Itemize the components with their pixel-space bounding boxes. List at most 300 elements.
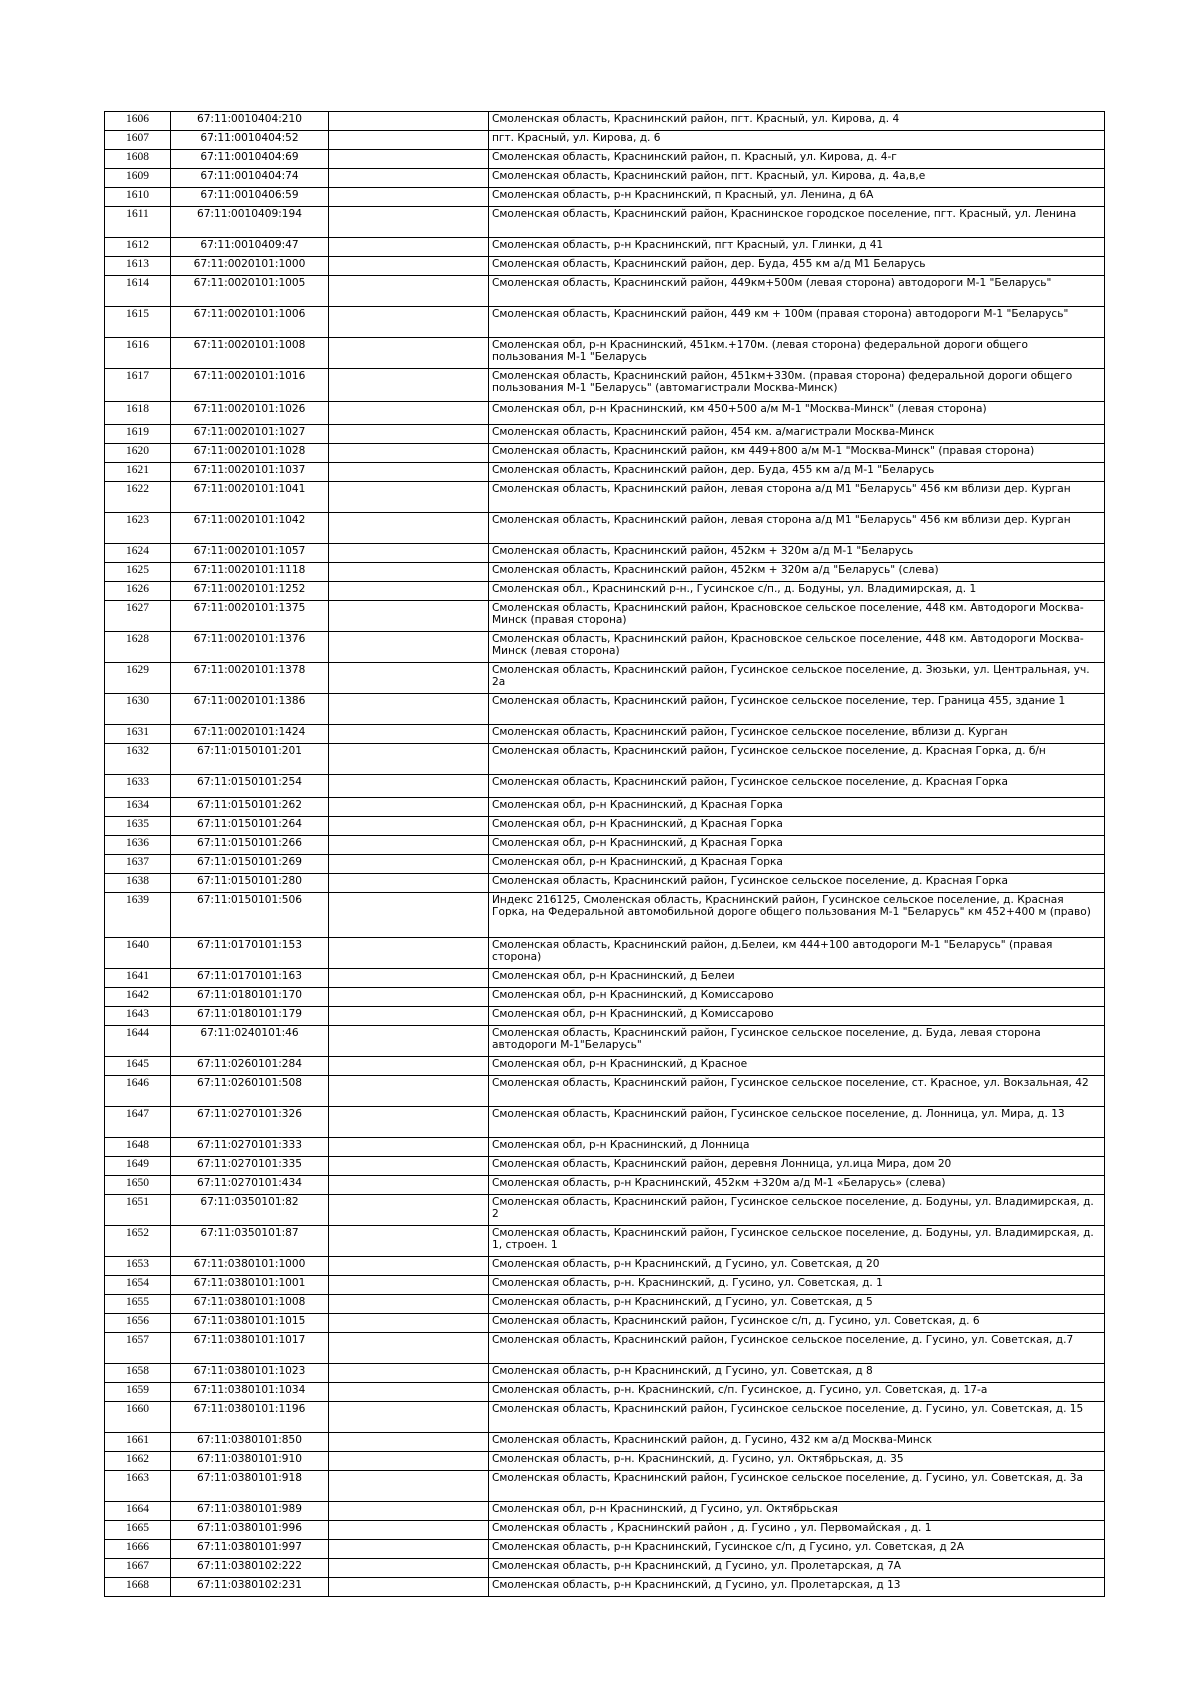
row-number: 1651: [105, 1195, 171, 1226]
table-row: [105, 369, 1105, 402]
empty-cell: [329, 893, 489, 938]
empty-cell: [329, 632, 489, 663]
address-cell: Смоленская область, Краснинский район, Гусинское сельское поселение, д. Бодуны, ул. Владимирская, д. 1, строен. 1: [489, 1226, 1105, 1257]
empty-cell: [329, 1176, 489, 1195]
row-number: 1622: [105, 482, 171, 513]
cadastral-number: 67:11:0180101:179: [171, 1007, 329, 1026]
row-number: 1647: [105, 1107, 171, 1138]
cadastral-number: 67:11:0020101:1000: [171, 257, 329, 276]
table-row: [105, 1578, 1105, 1597]
address-cell: Смоленская область, Краснинский район, 454 км. а/магистрали Москва-Минск: [489, 425, 1105, 444]
row-number: 1646: [105, 1076, 171, 1107]
row-number: 1668: [105, 1578, 171, 1597]
empty-cell: [329, 969, 489, 988]
row-number: 1635: [105, 817, 171, 836]
table-row: [105, 307, 1105, 338]
cadastral-number: 67:11:0020101:1016: [171, 369, 329, 402]
table-row: [105, 131, 1105, 150]
row-number: 1610: [105, 188, 171, 207]
table-row: [105, 1007, 1105, 1026]
address-cell: Смоленская обл, р-н Краснинский, д Гусино, ул. Октябрьская: [489, 1502, 1105, 1521]
cadastral-number: 67:11:0380101:996: [171, 1521, 329, 1540]
table-row: [105, 563, 1105, 582]
address-cell: Смоленская область, Краснинский район, Гусинское с/п, д. Гусино, ул. Советская, д. 6: [489, 1314, 1105, 1333]
address-cell: Смоленская область, Краснинский район, Гусинское сельское поселение, д. Красная Горка: [489, 874, 1105, 893]
table-row: [105, 1157, 1105, 1176]
table-row: [105, 817, 1105, 836]
table-row: [105, 169, 1105, 188]
empty-cell: [329, 663, 489, 694]
row-number: 1661: [105, 1433, 171, 1452]
empty-cell: [329, 725, 489, 744]
empty-cell: [329, 544, 489, 563]
address-cell: Смоленская область, р-н. Краснинский, д. Гусино, ул. Октябрьская, д. 35: [489, 1452, 1105, 1471]
empty-cell: [329, 1383, 489, 1402]
address-cell: Смоленская область, р-н Краснинский, 452км +320м а/д М-1 «Беларусь» (слева): [489, 1176, 1105, 1195]
empty-cell: [329, 1007, 489, 1026]
cadastral-number: 67:11:0270101:326: [171, 1107, 329, 1138]
cadastral-number: 67:11:0020101:1118: [171, 563, 329, 582]
cadastral-number: 67:11:0180101:170: [171, 988, 329, 1007]
address-cell: Смоленская область, р-н Краснинский, д Гусино, ул. Советская, д 8: [489, 1364, 1105, 1383]
address-cell: Смоленская область, р-н Краснинский, д Гусино, ул. Пролетарская, д 7А: [489, 1559, 1105, 1578]
empty-cell: [329, 482, 489, 513]
table-row: [105, 855, 1105, 874]
cadastral-number: 67:11:0150101:506: [171, 893, 329, 938]
empty-cell: [329, 338, 489, 369]
empty-cell: [329, 817, 489, 836]
row-number: 1614: [105, 276, 171, 307]
empty-cell: [329, 1057, 489, 1076]
empty-cell: [329, 1540, 489, 1559]
table-row: [105, 1257, 1105, 1276]
address-cell: Смоленская область, Краснинский район, Гусинское сельское поселение, д. Бодуны, ул. Владимирская, д. 2: [489, 1195, 1105, 1226]
table-row: [105, 513, 1105, 544]
row-number: 1639: [105, 893, 171, 938]
row-number: 1609: [105, 169, 171, 188]
address-cell: Смоленская обл, р-н Краснинский, д Комиссарово: [489, 1007, 1105, 1026]
row-number: 1645: [105, 1057, 171, 1076]
empty-cell: [329, 1521, 489, 1540]
empty-cell: [329, 563, 489, 582]
row-number: 1664: [105, 1502, 171, 1521]
empty-cell: [329, 402, 489, 425]
table-row: [105, 338, 1105, 369]
row-number: 1662: [105, 1452, 171, 1471]
empty-cell: [329, 207, 489, 238]
empty-cell: [329, 307, 489, 338]
row-number: 1663: [105, 1471, 171, 1502]
row-number: 1611: [105, 207, 171, 238]
cadastral-number: 67:11:0150101:254: [171, 775, 329, 798]
empty-cell: [329, 582, 489, 601]
table-row: [105, 663, 1105, 694]
table-row: [105, 1559, 1105, 1578]
cadastral-number: 67:11:0380101:1008: [171, 1295, 329, 1314]
table-row: [105, 988, 1105, 1007]
row-number: 1642: [105, 988, 171, 1007]
table-row: [105, 1383, 1105, 1402]
cadastral-number: 67:11:0010409:47: [171, 238, 329, 257]
empty-cell: [329, 1452, 489, 1471]
empty-cell: [329, 1502, 489, 1521]
address-cell: Смоленская область, Краснинский район, км 449+800 а/м М-1 "Москва-Минск" (правая сторона): [489, 444, 1105, 463]
row-number: 1660: [105, 1402, 171, 1433]
row-number: 1608: [105, 150, 171, 169]
table-row: [105, 1502, 1105, 1521]
table-row: [105, 402, 1105, 425]
table-row: [105, 601, 1105, 632]
address-cell: Смоленская область, р-н. Краснинский, с/п. Гусинское, д. Гусино, ул. Советская, д. 17-а: [489, 1383, 1105, 1402]
address-cell: Смоленская область, Краснинский район, дер. Буда, 455 км а/д М-1 "Беларусь: [489, 463, 1105, 482]
cadastral-number: 67:11:0350101:87: [171, 1226, 329, 1257]
row-number: 1615: [105, 307, 171, 338]
address-cell: Смоленская обл, р-н Краснинский, км 450+500 а/м М-1 "Москва-Минск" (левая сторона): [489, 402, 1105, 425]
cadastral-number: 67:11:0150101:280: [171, 874, 329, 893]
row-number: 1644: [105, 1026, 171, 1057]
row-number: 1634: [105, 798, 171, 817]
address-cell: Смоленская область, Краснинский район, 452км + 320м а/д "Беларусь" (слева): [489, 563, 1105, 582]
cadastral-number: 67:11:0020101:1375: [171, 601, 329, 632]
cadastral-number: 67:11:0020101:1005: [171, 276, 329, 307]
cadastral-number: 67:11:0380101:1000: [171, 1257, 329, 1276]
table-row: [105, 544, 1105, 563]
row-number: 1607: [105, 131, 171, 150]
table-row: [105, 1333, 1105, 1364]
table-row: [105, 444, 1105, 463]
cadastral-number: 67:11:0260101:284: [171, 1057, 329, 1076]
table-row: [105, 1433, 1105, 1452]
empty-cell: [329, 874, 489, 893]
cadastral-number: 67:11:0380101:910: [171, 1452, 329, 1471]
row-number: 1667: [105, 1559, 171, 1578]
address-cell: Смоленская область, Краснинский район, Краснинское городское поселение, пгт. Красный, ул. Ленина: [489, 207, 1105, 238]
empty-cell: [329, 938, 489, 969]
address-cell: Смоленская область, Краснинский район, 451км+330м. (правая сторона) федеральной дороги общего пользования М-1 "Беларусь" (автомагистрали Москва-Минск): [489, 369, 1105, 402]
cadastral-number: 67:11:0150101:201: [171, 744, 329, 775]
cadastral-number: 67:11:0010406:59: [171, 188, 329, 207]
row-number: 1617: [105, 369, 171, 402]
cadastral-number: 67:11:0380101:997: [171, 1540, 329, 1559]
empty-cell: [329, 1295, 489, 1314]
row-number: 1657: [105, 1333, 171, 1364]
row-number: 1641: [105, 969, 171, 988]
row-number: 1653: [105, 1257, 171, 1276]
empty-cell: [329, 131, 489, 150]
address-cell: Смоленская обл, р-н Краснинский, д Белеи: [489, 969, 1105, 988]
address-cell: Смоленская область, Краснинский район, 449км+500м (левая сторона) автодороги М-1 "Беларусь": [489, 276, 1105, 307]
table-row: [105, 775, 1105, 798]
empty-cell: [329, 238, 489, 257]
table-row: [105, 798, 1105, 817]
empty-cell: [329, 1433, 489, 1452]
table-row: [105, 188, 1105, 207]
address-cell: Смоленская область, Краснинский район, Красновское сельское поселение, 448 км. Автодороги Москва-Минск (левая сторона): [489, 632, 1105, 663]
address-cell: Смоленская область, Краснинский район, д. Гусино, 432 км а/д Москва-Минск: [489, 1433, 1105, 1452]
cadastral-number: 67:11:0020101:1042: [171, 513, 329, 544]
cadastral-number: 67:11:0270101:333: [171, 1138, 329, 1157]
table-row: [105, 1026, 1105, 1057]
table-row: [105, 238, 1105, 257]
empty-cell: [329, 425, 489, 444]
cadastral-number: 67:11:0020101:1027: [171, 425, 329, 444]
row-number: 1649: [105, 1157, 171, 1176]
empty-cell: [329, 1402, 489, 1433]
cadastral-number: 67:11:0020101:1378: [171, 663, 329, 694]
address-cell: Смоленская обл, р-н Краснинский, д Красная Горка: [489, 798, 1105, 817]
address-cell: Смоленская область, р-н Краснинский, д Гусино, ул. Советская, д 20: [489, 1257, 1105, 1276]
table-row: [105, 1295, 1105, 1314]
empty-cell: [329, 150, 489, 169]
address-cell: Смоленская область, р-н. Краснинский, д. Гусино, ул. Советская, д. 1: [489, 1276, 1105, 1295]
table-row: [105, 276, 1105, 307]
cadastral-number: 67:11:0170101:153: [171, 938, 329, 969]
row-number: 1665: [105, 1521, 171, 1540]
address-cell: Смоленская обл, р-н Краснинский, д Комиссарово: [489, 988, 1105, 1007]
cadastral-number: 67:11:0020101:1006: [171, 307, 329, 338]
table-row: [105, 112, 1105, 131]
row-number: 1666: [105, 1540, 171, 1559]
cadastral-number: 67:11:0380101:1015: [171, 1314, 329, 1333]
table-row: [105, 1314, 1105, 1333]
row-number: 1637: [105, 855, 171, 874]
address-cell: Смоленская область, р-н Краснинский, Гусинское с/п, д Гусино, ул. Советская, д 2А: [489, 1540, 1105, 1559]
address-cell: Смоленская область, Краснинский район, Гусинское сельское поселение, д. Зюзьки, ул. Центральная, уч. 2а: [489, 663, 1105, 694]
table-row: [105, 482, 1105, 513]
row-number: 1620: [105, 444, 171, 463]
empty-cell: [329, 798, 489, 817]
empty-cell: [329, 1364, 489, 1383]
table-row: [105, 1471, 1105, 1502]
row-number: 1626: [105, 582, 171, 601]
empty-cell: [329, 169, 489, 188]
empty-cell: [329, 694, 489, 725]
address-cell: Смоленская область, р-н Краснинский, п Красный, ул. Ленина, д 6А: [489, 188, 1105, 207]
address-cell: Смоленская область, Краснинский район, Гусинское сельское поселение, ст. Красное, ул. Вокзальная, 42: [489, 1076, 1105, 1107]
cadastral-number: 67:11:0350101:82: [171, 1195, 329, 1226]
row-number: 1650: [105, 1176, 171, 1195]
address-cell: Смоленская область, р-н Краснинский, д Гусино, ул. Пролетарская, д 13: [489, 1578, 1105, 1597]
row-number: 1616: [105, 338, 171, 369]
empty-cell: [329, 276, 489, 307]
table-row: [105, 150, 1105, 169]
address-cell: Смоленская область, Краснинский район, п. Красный, ул. Кирова, д. 4-г: [489, 150, 1105, 169]
address-cell: Смоленская область, Краснинский район, пгт. Красный, ул. Кирова, д. 4: [489, 112, 1105, 131]
cadastral-number: 67:11:0150101:264: [171, 817, 329, 836]
row-number: 1629: [105, 663, 171, 694]
table-row: [105, 938, 1105, 969]
table-row: [105, 207, 1105, 238]
address-cell: Смоленская область, Краснинский район, д.Белеи, км 444+100 автодороги М-1 "Беларусь" (правая сторона): [489, 938, 1105, 969]
table-row: [105, 1540, 1105, 1559]
empty-cell: [329, 513, 489, 544]
row-number: 1631: [105, 725, 171, 744]
address-cell: Смоленская область, Краснинский район, Гусинское сельское поселение, д. Гусино, ул. Советская, д. 3а: [489, 1471, 1105, 1502]
row-number: 1630: [105, 694, 171, 725]
table-row: [105, 893, 1105, 938]
address-cell: Смоленская область, Краснинский район, дер. Буда, 455 км а/д М1 Беларусь: [489, 257, 1105, 276]
cadastral-number: 67:11:0260101:508: [171, 1076, 329, 1107]
cadastral-number: 67:11:0380101:1034: [171, 1383, 329, 1402]
cadastral-number: 67:11:0380102:231: [171, 1578, 329, 1597]
address-cell: Смоленская обл, р-н Краснинский, д Лонница: [489, 1138, 1105, 1157]
cadastral-number: 67:11:0010409:194: [171, 207, 329, 238]
address-cell: Смоленская область, Краснинский район, Гусинское сельское поселение, д. Лонница, ул. Мира, д. 13: [489, 1107, 1105, 1138]
empty-cell: [329, 1157, 489, 1176]
cadastral-number: 67:11:0380101:918: [171, 1471, 329, 1502]
address-cell: Смоленская область, Краснинский район, Красновское сельское поселение, 448 км. Автодороги Москва-Минск (правая сторона): [489, 601, 1105, 632]
cadastral-number: 67:11:0240101:46: [171, 1026, 329, 1057]
table-row: [105, 1176, 1105, 1195]
address-cell: Смоленская область, Краснинский район, 452км + 320м а/д М-1 "Беларусь: [489, 544, 1105, 563]
address-cell: Смоленская область, Краснинский район, левая сторона а/д М1 "Беларусь" 456 км вблизи дер. Курган: [489, 482, 1105, 513]
address-cell: Смоленская область, Краснинский район, Гусинское сельское поселение, д. Гусино, ул. Советская, д. 15: [489, 1402, 1105, 1433]
empty-cell: [329, 369, 489, 402]
empty-cell: [329, 1138, 489, 1157]
address-cell: Смоленская область, Краснинский район, Гусинское сельское поселение, д. Красная Горка: [489, 775, 1105, 798]
table-row: [105, 725, 1105, 744]
row-number: 1638: [105, 874, 171, 893]
empty-cell: [329, 1471, 489, 1502]
cadastral-number: 67:11:0020101:1057: [171, 544, 329, 563]
row-number: 1659: [105, 1383, 171, 1402]
address-cell: Смоленская область, р-н Краснинский, пгт Красный, ул. Глинки, д 41: [489, 238, 1105, 257]
row-number: 1624: [105, 544, 171, 563]
cadastral-number: 67:11:0010404:74: [171, 169, 329, 188]
empty-cell: [329, 775, 489, 798]
row-number: 1643: [105, 1007, 171, 1026]
row-number: 1619: [105, 425, 171, 444]
empty-cell: [329, 744, 489, 775]
cadastral-number: 67:11:0020101:1386: [171, 694, 329, 725]
table-row: [105, 632, 1105, 663]
row-number: 1655: [105, 1295, 171, 1314]
address-cell: Смоленская область, Краснинский район, Гусинское сельское поселение, д. Буда, левая сторона автодороги М-1"Беларусь": [489, 1026, 1105, 1057]
row-number: 1654: [105, 1276, 171, 1295]
empty-cell: [329, 1076, 489, 1107]
table-row: [105, 463, 1105, 482]
address-cell: Смоленская область, Краснинский район, Гусинское сельское поселение, тер. Граница 455, здание 1: [489, 694, 1105, 725]
cadastral-number: 67:11:0380101:1017: [171, 1333, 329, 1364]
table-row: [105, 1107, 1105, 1138]
table-row: [105, 1276, 1105, 1295]
address-cell: Смоленская обл, р-н Краснинский, д Красная Горка: [489, 836, 1105, 855]
empty-cell: [329, 1026, 489, 1057]
empty-cell: [329, 463, 489, 482]
table-row: [105, 836, 1105, 855]
cadastral-number: 67:11:0150101:269: [171, 855, 329, 874]
empty-cell: [329, 1314, 489, 1333]
table-row: [105, 425, 1105, 444]
table-row: [105, 1195, 1105, 1226]
row-number: 1656: [105, 1314, 171, 1333]
empty-cell: [329, 1559, 489, 1578]
address-cell: Индекс 216125, Смоленская область, Краснинский район, Гусинское сельское поселение, д. Красная Горка, на Федеральной автомобильной дороге общего пользования М-1 "Беларусь" км 452+400 м (право): [489, 893, 1105, 938]
empty-cell: [329, 836, 489, 855]
address-cell: Смоленская область, р-н Краснинский, д Гусино, ул. Советская, д 5: [489, 1295, 1105, 1314]
empty-cell: [329, 855, 489, 874]
row-number: 1612: [105, 238, 171, 257]
table-row: [105, 1076, 1105, 1107]
address-cell: Смоленская область, Краснинский район, Гусинское сельское поселение, д. Красная Горка, д. б/н: [489, 744, 1105, 775]
row-number: 1636: [105, 836, 171, 855]
address-cell: Смоленская область , Краснинский район , д. Гусино , ул. Первомайская , д. 1: [489, 1521, 1105, 1540]
empty-cell: [329, 1578, 489, 1597]
table-row: [105, 1057, 1105, 1076]
cadastral-number: 67:11:0010404:210: [171, 112, 329, 131]
cadastral-number: 67:11:0010404:69: [171, 150, 329, 169]
cadastral-number: 67:11:0150101:266: [171, 836, 329, 855]
cadastral-number: 67:11:0380101:850: [171, 1433, 329, 1452]
empty-cell: [329, 188, 489, 207]
table-row: [105, 874, 1105, 893]
table-row: [105, 582, 1105, 601]
address-cell: Смоленская область, Краснинский район, Гусинское сельское поселение, вблизи д. Курган: [489, 725, 1105, 744]
cadastral-number: 67:11:0270101:335: [171, 1157, 329, 1176]
address-cell: Смоленская обл, р-н Краснинский, д Красное: [489, 1057, 1105, 1076]
row-number: 1621: [105, 463, 171, 482]
empty-cell: [329, 1195, 489, 1226]
empty-cell: [329, 1276, 489, 1295]
row-number: 1623: [105, 513, 171, 544]
cadastral-number: 67:11:0380101:1001: [171, 1276, 329, 1295]
address-cell: Смоленская обл, р-н Краснинский, д Красная Горка: [489, 817, 1105, 836]
address-cell: Смоленская область, Краснинский район, деревня Лонница, ул.ица Мира, дом 20: [489, 1157, 1105, 1176]
row-number: 1648: [105, 1138, 171, 1157]
row-number: 1606: [105, 112, 171, 131]
empty-cell: [329, 1107, 489, 1138]
address-cell: Смоленская обл, р-н Краснинский, 451км.+170м. (левая сторона) федеральной дороги общего пользования М-1 "Беларусь: [489, 338, 1105, 369]
empty-cell: [329, 257, 489, 276]
empty-cell: [329, 112, 489, 131]
table-row: [105, 1226, 1105, 1257]
row-number: 1658: [105, 1364, 171, 1383]
cadastral-number: 67:11:0270101:434: [171, 1176, 329, 1195]
empty-cell: [329, 444, 489, 463]
address-cell: Смоленская обл, р-н Краснинский, д Красная Горка: [489, 855, 1105, 874]
address-cell: пгт. Красный, ул. Кирова, д. 6: [489, 131, 1105, 150]
table-row: [105, 1138, 1105, 1157]
table-row: [105, 744, 1105, 775]
empty-cell: [329, 988, 489, 1007]
cadastral-number: 67:11:0380101:1196: [171, 1402, 329, 1433]
address-cell: Смоленская область, Краснинский район, левая сторона а/д М1 "Беларусь" 456 км вблизи дер. Курган: [489, 513, 1105, 544]
address-cell: Смоленская область, Краснинский район, пгт. Красный, ул. Кирова, д. 4а,в,е: [489, 169, 1105, 188]
address-cell: Смоленская обл., Краснинский р-н., Гусинское с/п., д. Бодуны, ул. Владимирская, д. 1: [489, 582, 1105, 601]
cadastral-number: 67:11:0020101:1008: [171, 338, 329, 369]
row-number: 1618: [105, 402, 171, 425]
table-row: [105, 1452, 1105, 1471]
cadastral-number: 67:11:0020101:1376: [171, 632, 329, 663]
table-row: [105, 969, 1105, 988]
row-number: 1640: [105, 938, 171, 969]
cadastral-number: 67:11:0150101:262: [171, 798, 329, 817]
cadastral-number: 67:11:0020101:1252: [171, 582, 329, 601]
address-cell: Смоленская область, Краснинский район, Гусинское сельское поселение, д. Гусино, ул. Советская, д.7: [489, 1333, 1105, 1364]
registry-table: [104, 111, 1105, 1597]
cadastral-number: 67:11:0380102:222: [171, 1559, 329, 1578]
table-row: [105, 694, 1105, 725]
table-row: [105, 1402, 1105, 1433]
row-number: 1633: [105, 775, 171, 798]
table-row: [105, 257, 1105, 276]
row-number: 1652: [105, 1226, 171, 1257]
empty-cell: [329, 1257, 489, 1276]
empty-cell: [329, 1333, 489, 1364]
cadastral-number: 67:11:0170101:163: [171, 969, 329, 988]
cadastral-number: 67:11:0020101:1028: [171, 444, 329, 463]
address-cell: Смоленская область, Краснинский район, 449 км + 100м (правая сторона) автодороги М-1 "Беларусь": [489, 307, 1105, 338]
